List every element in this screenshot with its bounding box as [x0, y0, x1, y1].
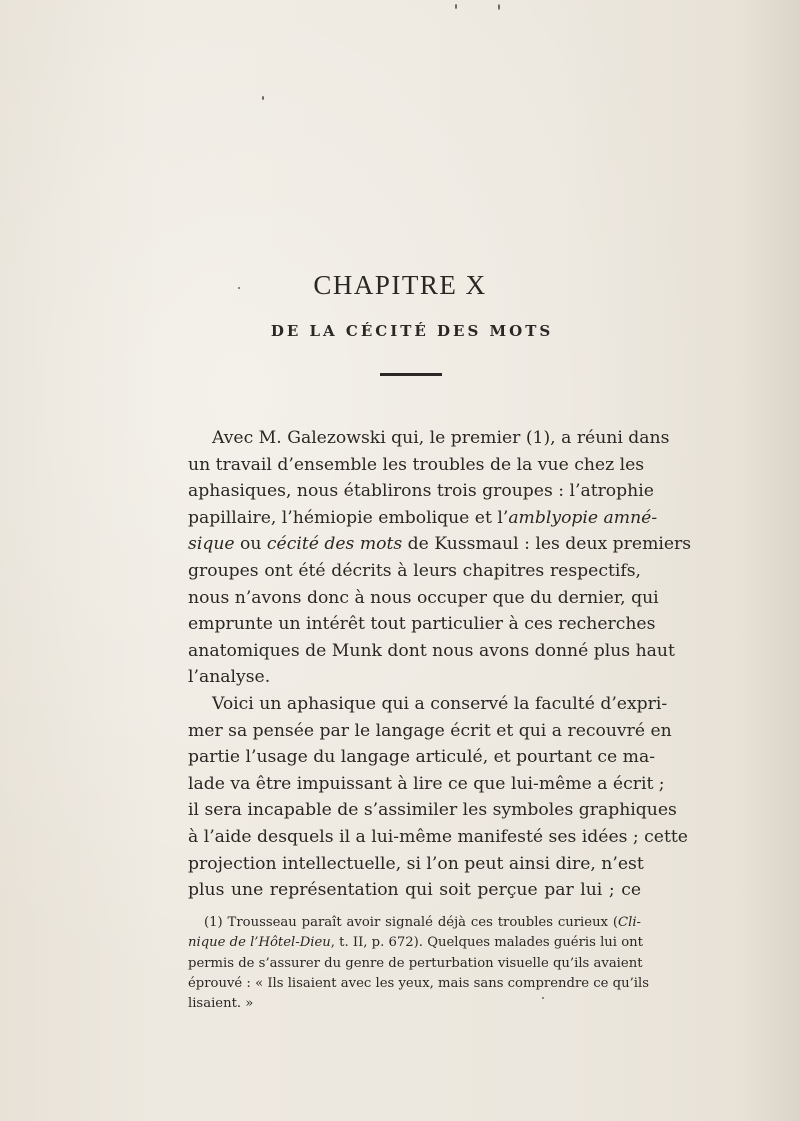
text-line: aphasiques, nous établirons trois groupes : l’atrophie: [188, 481, 654, 502]
text-line: Voici un aphasique qui a conservé la faculté d’expri-: [212, 694, 668, 714]
text-line: à l’aide desquels il a lui-même manifesté ses idées ; cette: [188, 826, 688, 847]
footnote-line: permis de s’assurer du genre de perturbation visuelle qu’ils avaient: [188, 955, 643, 971]
text-line: [188, 531, 692, 558]
text-line: anatomiques de Munk dont nous avons donné plus haut: [188, 640, 675, 661]
paper-speck: [455, 4, 457, 9]
italic-term: sique: [188, 534, 235, 555]
page-edge-shadow: [740, 0, 800, 1121]
text-line: [188, 505, 658, 532]
footnote-line: [188, 913, 641, 933]
footnote-line: lisaient. »: [188, 996, 254, 1012]
text-line: il sera incapable de s’assimiler les symboles graphiques: [188, 800, 677, 821]
paper-speck: [498, 4, 500, 10]
text-line: mer sa pensée par le langage écrit et qui a recouvré en: [188, 720, 672, 741]
text-run: papillaire, l’hémiopie embolique et l’: [188, 507, 509, 528]
text-line: groupes ont été décrits à leurs chapitres respectifs,: [188, 560, 641, 581]
text-run: ou: [234, 534, 267, 555]
italic-term: cécité des mots: [266, 534, 403, 555]
text-run: (1) Trousseau paraît avoir signalé déjà ces troubles curieux (: [204, 915, 619, 930]
text-line: projection intellectuelle, si l’on peut ainsi dire, n’est: [188, 853, 644, 874]
footnote: [188, 913, 649, 1014]
text-line: lade va être impuissant à lire ce que lui-même a écrit ;: [188, 773, 665, 794]
title-divider: [380, 373, 442, 376]
footnote-line: éprouvé : « Ils lisaient avec les yeux, mais sans comprendre ce qu’ils: [188, 975, 649, 991]
text-run: de Kussmaul : les deux premiers: [402, 534, 692, 555]
text-line: partie l’usage du langage articulé, et pourtant ce ma-: [188, 747, 656, 768]
footnote-line: [188, 933, 641, 953]
text-line: l’analyse.: [188, 667, 271, 688]
chapter-subtitle: DE LA CÉCITÉ DES MOTS: [270, 322, 554, 340]
text-line: emprunte un intérêt tout particulier à ces recherches: [188, 614, 656, 635]
chapter-title: CHAPITRE X: [313, 270, 487, 300]
paragraph-2: [188, 691, 688, 904]
text-line: plus une représentation qui soit perçue par lui ; ce: [188, 880, 641, 901]
italic-term: Cli-: [618, 915, 641, 930]
text-line: nous n’avons donc à nous occuper que du dernier, qui: [188, 587, 659, 608]
italic-term: amblyopie amné-: [508, 507, 658, 528]
text-run: , t. II, p. 672). Quelques malades guéris lui ont: [330, 935, 643, 951]
paper-speck: [262, 96, 264, 100]
text-line: un travail d’ensemble les troubles de la vue chez les: [188, 454, 645, 475]
paragraph-1: [188, 425, 692, 691]
text-line: Avec M. Galezowski qui, le premier (1), a réuni dans: [212, 428, 670, 448]
italic-term: nique de l’Hôtel-Dieu: [188, 935, 331, 951]
